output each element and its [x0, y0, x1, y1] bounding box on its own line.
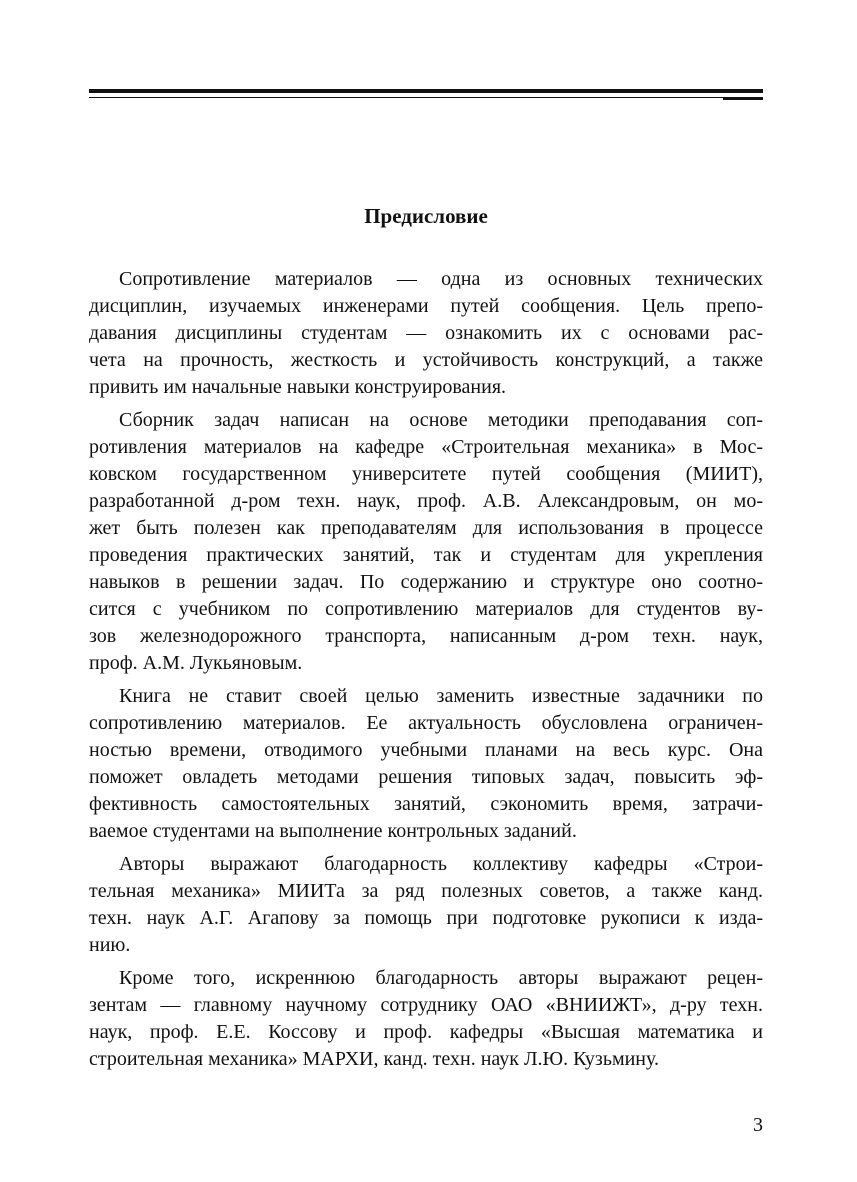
paragraph-3: [89, 683, 763, 845]
header-rule-thin: [89, 97, 763, 98]
text-line: фективность самостоятельных занятий, сэкономить время, затрачи-: [89, 793, 763, 815]
text-line: зов железнодорожного транспорта, написанным д-ром техн. наук,: [89, 625, 763, 647]
text-line: навыков в решении задач. По содержанию и структуре оно соотно-: [89, 571, 763, 593]
header-rule-thick: [89, 89, 763, 93]
text-line: проф. А.М. Лукьяновым.: [89, 652, 303, 674]
page-number: 3: [753, 1114, 763, 1136]
text-line: зентам — главному научному сотруднику ОАО «ВНИИЖТ», д-ру техн.: [89, 994, 763, 1016]
text-line: поможет овладеть методами решения типовых задач, повысить эф-: [89, 766, 763, 788]
text-line: давания дисциплины студентам — ознакомить их с основами рас-: [89, 322, 763, 344]
text-line: ностью времени, отводимого учебными планами на весь курс. Она: [89, 739, 763, 761]
text-line: дисциплин, изучаемых инженерами путей сообщения. Цель препо-: [89, 295, 763, 317]
text-line: жет быть полезен как преподавателям для использования в процессе: [89, 517, 763, 539]
text-line: нию.: [89, 934, 131, 956]
page-title: Предисловие: [364, 204, 488, 228]
text-line: сится с учебником по сопротивлению материалов для студентов ву-: [89, 598, 763, 620]
paragraph-1: [89, 266, 763, 401]
text-line: Кроме того, искреннюю благодарность авторы выражают рецен-: [119, 967, 763, 989]
text-line: сопротивлению материалов. Ее актуальность обусловлена ограничен-: [89, 712, 763, 734]
paragraph-5: [89, 965, 763, 1073]
preface-body: [89, 266, 763, 1079]
text-line: наук, проф. Е.Е. Коссову и проф. кафедры «Высшая математика и: [89, 1021, 763, 1043]
text-line: Сопротивление материалов — одна из основных технических: [119, 268, 763, 290]
text-line: Сборник задач написан на основе методики преподавания соп-: [119, 409, 763, 431]
text-line: ротивления материалов на кафедре «Строительная механика» в Мос-: [89, 436, 763, 458]
text-line: ковском государственном университете путей сообщения (МИИТ),: [89, 463, 763, 485]
paragraph-2: [89, 407, 763, 677]
text-line: ваемое студентами на выполнение контрольных заданий.: [89, 820, 577, 842]
text-line: чета на прочность, жесткость и устойчивость конструкций, а также: [89, 349, 763, 371]
text-line: техн. наук А.Г. Агапову за помощь при подготовке рукописи к изда-: [89, 907, 763, 929]
text-line: строительная механика» МАРХИ, канд. техн. наук Л.Ю. Кузьмину.: [89, 1048, 660, 1070]
text-line: привить им начальные навыки конструирования.: [89, 376, 507, 398]
paragraph-4: [89, 851, 763, 959]
text-line: разработанной д-ром техн. наук, проф. А.В. Александровым, он мо-: [89, 490, 763, 512]
text-line: Книга не ставит своей целью заменить известные задачники по: [119, 685, 763, 707]
text-line: Авторы выражают благодарность коллективу кафедры «Строи-: [119, 853, 763, 875]
header-rule-tab: [723, 97, 763, 100]
text-line: тельная механика» МИИТа за ряд полезных советов, а также канд.: [89, 880, 763, 902]
text-line: проведения практических занятий, так и студентам для укрепления: [89, 544, 763, 566]
